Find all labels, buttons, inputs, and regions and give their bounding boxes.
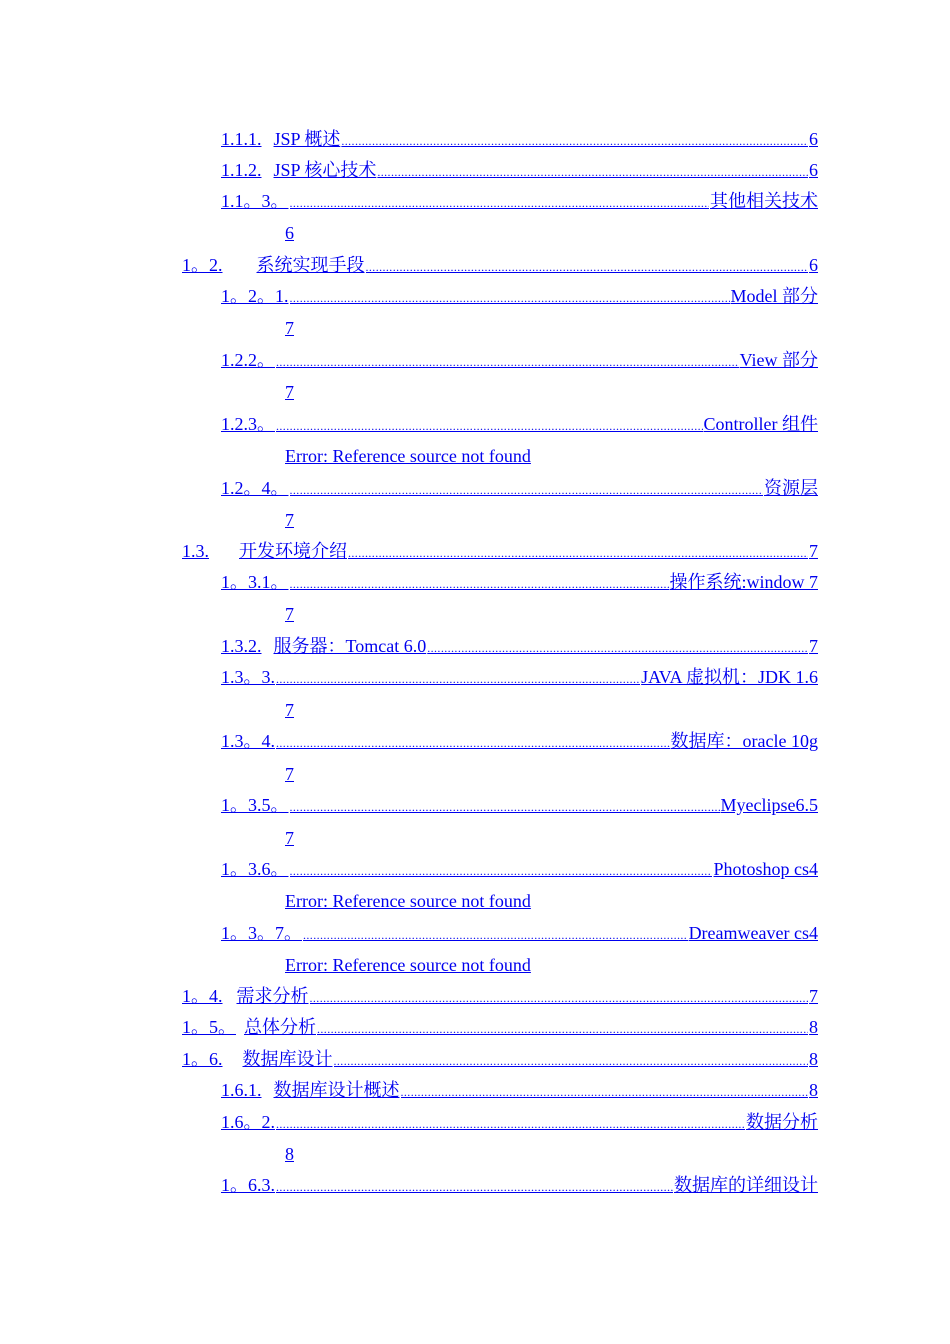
toc-entry[interactable] [221,569,818,595]
toc-title: 数据库设计概述 [273,1080,400,1100]
toc-number: 1。4. [182,986,223,1006]
toc-entry[interactable] [221,920,818,946]
toc-page: 6 [809,160,818,180]
toc-page: Error: Reference source not found [285,446,531,466]
toc-entry[interactable] [221,664,818,690]
toc-entry[interactable] [221,411,818,437]
toc-page: Error: Reference source not found [285,955,531,975]
toc-number: 1。3.6。 [221,859,289,879]
toc-number: 1.2.2。 [221,350,275,370]
toc-number: 1。2。1. [221,286,289,306]
dot-leader [276,1174,673,1200]
toc-title: View 部分 [739,350,818,370]
toc-entry[interactable] [221,188,818,214]
toc-entry[interactable] [221,856,818,882]
toc-page: 6 [809,129,818,149]
toc-page: 7 [285,510,294,530]
toc-title: Myeclipse6.5 [720,795,818,815]
toc-page: 6 [809,255,818,275]
dot-leader [341,128,808,154]
toc-number: 1.3。4. [221,731,275,751]
toc-title: Controller 组件 [703,414,818,434]
toc-title: JSP 概述 [273,129,341,149]
toc-number: 1.1。3。 [221,191,289,211]
toc-entry[interactable] [221,126,818,152]
toc-entry[interactable] [221,347,818,373]
toc-entry[interactable] [221,157,818,183]
toc-number: 1。3.1。 [221,572,289,592]
toc-title: 系统实现手段 [256,255,365,275]
toc-title: 数据分析 [746,1112,818,1132]
toc-title: 需求分析 [236,986,309,1006]
toc-title: Dreamweaver cs4 [688,923,818,943]
toc-title: 数据库设计 [242,1049,333,1069]
toc-entry[interactable] [221,792,818,818]
toc-page-line[interactable] [221,888,531,914]
toc-entry[interactable] [221,475,818,501]
dot-leader [290,858,713,884]
toc-page: 8 [809,1049,818,1069]
toc-title: 开发环境介绍 [239,541,347,561]
dot-leader [317,1016,808,1042]
toc-entry[interactable] [182,538,818,564]
toc-number: 1.3.2. [221,636,262,656]
toc-page: 7 [285,764,294,784]
toc-number: 1。6.3. [221,1175,275,1195]
toc-page-line[interactable] [221,379,294,405]
toc-title: 总体分析 [244,1017,316,1037]
dot-leader [290,285,730,311]
toc-entry[interactable] [221,1172,818,1198]
dot-leader [276,666,640,692]
toc-title: Photoshop cs4 [713,859,818,879]
toc-page: 8 [809,1017,818,1037]
toc-title: JAVA 虚拟机：JDK 1.6 [641,667,818,687]
toc-page: 7 [809,986,818,1006]
toc-entry[interactable] [221,728,818,754]
toc-page-line[interactable] [221,761,294,787]
toc-number: 1。6. [182,1049,223,1069]
toc-page-line[interactable] [221,952,531,978]
toc-title: JSP 核心技术 [273,160,377,180]
toc-number: 1.1.2. [221,160,262,180]
toc-title: 数据库：oracle 10g [670,731,818,751]
toc-page-line[interactable] [221,697,294,723]
toc-page-line[interactable] [221,825,294,851]
toc-entry[interactable] [182,983,818,1009]
toc-number: 1.1.1. [221,129,262,149]
dot-leader [276,413,703,439]
toc-number: 1.3. [182,541,209,561]
dot-leader [276,1111,745,1137]
dot-leader [276,730,670,756]
toc-page-line[interactable] [221,220,294,246]
toc-entry[interactable] [182,1014,818,1040]
dot-leader [366,254,809,280]
toc-page: 7 [809,636,818,656]
dot-leader [401,1079,809,1105]
dot-leader [348,540,808,566]
toc-entry[interactable] [221,1109,818,1135]
toc-entry[interactable] [182,252,818,278]
toc-title: 资源层 [764,478,818,498]
toc-entry[interactable] [221,633,818,659]
dot-leader [310,985,809,1011]
toc-page: Error: Reference source not found [285,891,531,911]
toc-page: 7 [285,828,294,848]
dot-leader [276,349,739,375]
toc-title: 其他相关技术 [710,191,818,211]
toc-title: 操作系统:window 7 [669,572,818,592]
dot-leader [334,1048,809,1074]
toc-number: 1.3。3. [221,667,275,687]
toc-entry[interactable] [182,1046,818,1072]
toc-page: 8 [285,1144,294,1164]
toc-number: 1.2。4。 [221,478,289,498]
toc-number: 1.6。2. [221,1112,275,1132]
toc-page: 7 [285,700,294,720]
dot-leader [377,159,808,185]
toc-page: 7 [285,604,294,624]
toc-title: 服务器：Tomcat 6.0 [273,636,427,656]
toc-page-line[interactable] [221,315,294,341]
dot-leader [290,190,710,216]
dot-leader [290,571,669,597]
dot-leader [427,635,808,661]
toc-entry[interactable] [221,283,818,309]
toc-number: 1。3。7。 [221,923,302,943]
dot-leader [290,794,720,820]
toc-entry[interactable] [221,1077,818,1103]
toc-title: Model 部分 [730,286,818,306]
toc-title: 数据库的详细设计 [674,1175,818,1195]
toc-page: 8 [809,1080,818,1100]
toc-page: 7 [809,541,818,561]
toc-page-line[interactable] [221,601,294,627]
toc-number: 1.6.1. [221,1080,262,1100]
dot-leader [290,477,764,503]
toc-number: 1。5。 [182,1017,236,1037]
toc-page-line[interactable] [221,1141,294,1167]
toc-page-line[interactable] [221,507,294,533]
toc-number: 1。3.5。 [221,795,289,815]
toc-page: 7 [285,318,294,338]
toc-page: 6 [285,223,294,243]
dot-leader [303,922,688,948]
toc-number: 1.2.3。 [221,414,275,434]
toc-number: 1。2. [182,255,223,275]
toc-page-line[interactable] [221,443,531,469]
toc-page: 7 [285,382,294,402]
